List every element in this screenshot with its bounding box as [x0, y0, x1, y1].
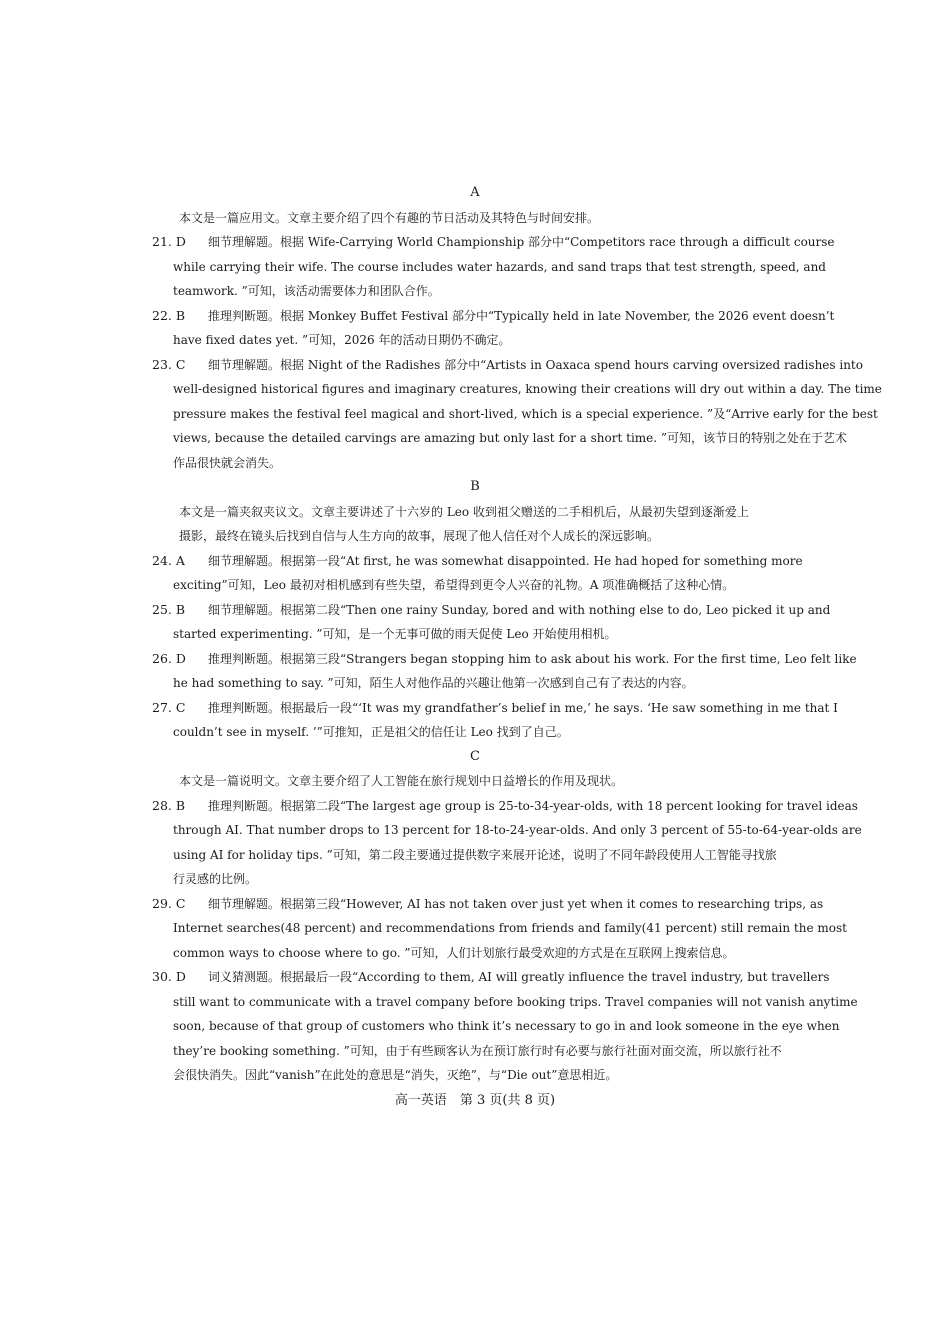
answer-line	[152, 1039, 797, 1064]
answer-text: 细节理解题。根据 Night of the Radishes 部分中“Artists in Oaxaca spend hours carving oversized radishes into	[208, 357, 863, 372]
answer-number: 27. C	[152, 699, 186, 715]
section-intro	[175, 206, 795, 231]
answer-line	[152, 696, 838, 721]
answer-line	[152, 892, 824, 917]
answer-line	[152, 720, 797, 745]
answer-text: 推理判断题。根据第三段“Strangers began stopping him to ask about his work. For the first time, Leo felt like	[208, 651, 857, 666]
answer-text: through AI. That number drops to 13 percent for 18-to-24-year-olds. And only 3 percent of 55-to-64-year-olds are	[173, 823, 862, 837]
answer-line	[152, 671, 797, 696]
answer-text: pressure makes the festival feel magical and short-lived, which is a special experience. ”及“Arrive early for the best	[173, 406, 878, 421]
answer-item	[152, 230, 835, 304]
answer-text: exciting”可知，Leo 最初对相机感到有些失望，希望得到更令人兴奋的礼物。A 项准确概括了这种心情。	[173, 578, 735, 592]
answer-text: views, because the detailed carvings are amazing but only last for a short time. ”可知，该节日的特别之处在于艺术	[173, 431, 848, 445]
answer-line	[152, 622, 797, 647]
intro-line: 本文是一篇夹叙夹议文。文章主要讲述了十六岁的 Leo 收到祖父赠送的二手相机后，从最初失望到逐渐爱上	[179, 504, 749, 519]
answer-text: 细节理解题。根据第二段“Then one rainy Sunday, bored and with nothing else to do, Leo picked it up and	[208, 602, 831, 617]
answer-number: 30. D	[152, 969, 186, 984]
answer-line	[152, 230, 835, 255]
answer-text: they’re booking something. ”可知，由于有些顾客认为在预订旅行时有必要与旅行社面对面交流，所以旅行社不	[173, 1043, 782, 1058]
answer-line	[152, 255, 826, 280]
answer-text: 推理判断题。根据最后一段“‘It was my grandfather’s belief in me,’ he says. ‘He saw something in me that I	[208, 700, 838, 715]
answer-number: 28. B	[152, 797, 186, 813]
answer-line	[152, 867, 797, 892]
intro-line: 本文是一篇应用文。文章主要介绍了四个有趣的节日活动及其特色与时间安排。	[179, 210, 600, 225]
answer-text: he had something to say. ”可知，陌生人对他作品的兴趣让他第一次感到自己有了表达的内容。	[173, 676, 694, 690]
answer-line	[152, 549, 803, 574]
answer-number: 22. B	[152, 307, 186, 323]
answer-text: 行灵感的比例。	[173, 872, 258, 886]
page-footer: 高一英语 第 3 页(共 8 页)	[394, 1092, 556, 1108]
answer-line	[152, 377, 882, 402]
answer-line	[152, 941, 797, 966]
answer-text: 词义猜测题。根据最后一段“According to them, AI will greatly influence the travel industry, but travellers	[208, 970, 830, 984]
answer-line	[152, 916, 847, 941]
answer-text: 细节理解题。根据 Wife-Carrying World Championship 部分中“Competitors race through a difficult course	[208, 235, 835, 249]
section-intro	[175, 500, 795, 549]
page-content	[0, 181, 950, 1088]
section-letter: A	[470, 185, 480, 200]
answer-text: while carrying their wife. The course includes water hazards, and sand traps that test strength, speed, and	[173, 259, 826, 274]
intro-line: 本文是一篇说明文。文章主要介绍了人工智能在旅行规划中日益增长的作用及现状。	[179, 774, 624, 788]
answer-item	[152, 598, 831, 647]
answer-line	[152, 573, 797, 598]
answer-line	[152, 304, 835, 329]
answer-line	[152, 1063, 797, 1088]
section-letter: B	[470, 479, 480, 494]
section-intro	[175, 769, 795, 794]
answer-item	[152, 647, 857, 696]
answer-text: using AI for holiday tips. ”可知，第二段主要通过提供数字来展开论述，说明了不同年龄段使用人工智能寻找旅	[173, 847, 777, 862]
answer-line	[152, 818, 862, 843]
answer-text: 作品很快就会消失。	[173, 455, 282, 470]
answer-text: couldn’t see in myself. ’”可推知，正是祖父的信任让 Leo 找到了自己。	[173, 725, 569, 739]
answer-line	[152, 990, 858, 1015]
answer-text: still want to communicate with a travel company before booking trips. Travel companies will not vanish anytime	[173, 994, 858, 1009]
answer-text: 推理判断题。根据第二段“The largest age group is 25-to-34-year-olds, with 18 percent looking for travel ideas	[208, 798, 858, 813]
answer-item	[152, 892, 847, 966]
answer-item	[152, 696, 838, 745]
answer-number: 23. C	[152, 356, 186, 372]
intro-line: 摄影，最终在镜头后找到自信与人生方向的故事，展现了他人信任对个人成长的深远影响。	[179, 529, 660, 543]
section-letter: C	[470, 748, 480, 764]
answer-text: 会很快消失。因此“vanish”在此处的意思是“消失，灭绝”，与“Die out”意思相近。	[173, 1068, 618, 1082]
answer-text: teamwork. ”可知，该活动需要体力和团队合作。	[173, 284, 440, 298]
answer-number: 21. D	[152, 234, 186, 249]
answer-item	[152, 304, 835, 353]
answer-line	[152, 843, 797, 868]
answer-line	[152, 794, 858, 819]
answer-number: 26. D	[152, 650, 186, 666]
answer-text: 细节理解题。根据第三段“However, AI has not taken over just yet when it comes to researching trips, as	[208, 896, 824, 911]
answer-line	[152, 965, 830, 990]
answer-text: soon, because of that group of customers who think it’s necessary to go in and look someone in the eye when	[173, 1019, 840, 1033]
answer-number: 29. C	[152, 895, 186, 911]
answer-text: 细节理解题。根据第一段“At first, he was somewhat disappointed. He had hoped for something more	[208, 553, 803, 568]
answer-line	[152, 451, 797, 476]
answer-number: 24. A	[152, 552, 185, 568]
answer-line	[152, 647, 857, 672]
answer-item	[152, 549, 803, 598]
answer-text: started experimenting. ”可知，是一个无事可做的雨天促使 Leo 开始使用相机。	[173, 627, 617, 641]
answer-number: 25. B	[152, 601, 186, 617]
answer-text: well-designed historical figures and imaginary creatures, knowing their creations will dry out within a day. The time	[173, 382, 882, 396]
answer-text: common ways to choose where to go. ”可知，人们计划旅行最受欢迎的方式是在互联网上搜索信息。	[173, 945, 735, 960]
answer-item	[152, 794, 862, 892]
answer-item	[152, 965, 858, 1088]
answer-line	[152, 328, 797, 353]
answer-line	[152, 279, 797, 304]
answer-line	[152, 1014, 840, 1039]
answer-line	[152, 426, 848, 451]
answer-item	[152, 353, 882, 476]
answer-line	[152, 353, 863, 378]
answer-text: Internet searches(48 percent) and recommendations from friends and family(41 percent) still remain the most	[173, 921, 847, 935]
answer-text: 推理判断题。根据 Monkey Buffet Festival 部分中“Typically held in late November, the 2026 event doesn’t	[208, 308, 835, 323]
answer-text: have fixed dates yet. ”可知，2026 年的活动日期仍不确定。	[173, 333, 511, 347]
answer-line	[152, 402, 878, 427]
answer-line	[152, 598, 831, 623]
